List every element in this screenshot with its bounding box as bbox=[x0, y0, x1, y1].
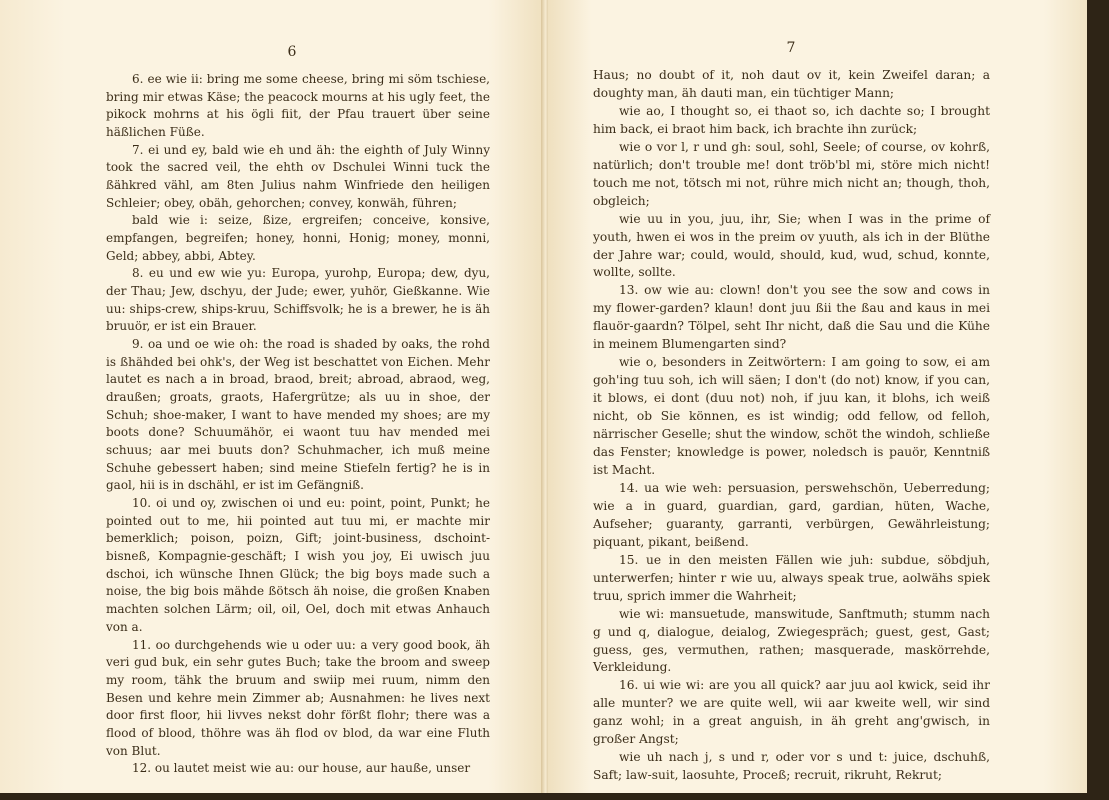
paragraph: 15. ue in den meisten Fällen wie juh: subdue, söbdjuh, unterwerfen; hinter r wie uu, always speak true, aolwähs spiek truu, sprich immer die Wahrheit; bbox=[593, 552, 990, 603]
page-text bbox=[593, 67, 990, 785]
left-page bbox=[0, 0, 543, 793]
paragraph: wie o vor l, r und gh: soul, sohl, Seele; of course, ov kohrß, natürlich; don't trouble me! dont tröb'bl mi, störe mich nicht! touch me not, tötsch mi not, rühre mich nicht an; though, thoh, obgleich; bbox=[593, 139, 990, 208]
paragraph: 9. oa und oe wie oh: the road is shaded by oaks, the rohd is ßhähded bei ohk's, der Weg ist beschattet von Eichen. Mehr lautet es nach a in broad, braod, breit; abroad, abraod, weg, draußen; groats, graots, Hafergrütze; als uu in shoe, der Schuh; shoe-maker, I want to have mended my shoes; are my boots done? Schuumähör, ei waont tuu hav mended mei schuus; aar mei buuts don? Schuhmacher, ich muß meine Schuhe gebessert haben; sind meine Stiefeln fertig? he is in gaol, hii is in dschähl, er ist im Gefängniß. bbox=[106, 337, 490, 493]
page-text bbox=[106, 71, 490, 778]
paragraph: 7. ei und ey, bald wie eh und äh: the eighth of July Winny took the sacred veil, the ehth ov Dschulei Winni tuck the ßähkred vähl, am 8ten Julius nahm Winfriede den heiligen Schleier; obey, obäh, gehorchen; convey, konwäh, führen; bbox=[106, 142, 490, 210]
paragraph: wie o, besonders in Zeitwörtern: I am going to sow, ei am goh'ing tuu soh, ich will säen; I don't (do not) know, if you can, it blows, ei dont (duu not) noh, if juu kan, it blohs, ich weiß nicht, ob Sie können, es ist windig; odd fellow, od felloh, närrischer Geselle; shut the window, schöt the windoh, schließe das Fenster; knowledge is power, noledsch is pauör, Kenntniß ist Macht. bbox=[593, 355, 990, 477]
paragraph: 16. ui wie wi: are you all quick? aar juu aol kwick, seid ihr alle munter? we are quite well, wii aar kweite well, wir sind ganz wohl; in a great anguish, in äh greht ang'gwisch, in großer Angst; bbox=[593, 678, 990, 747]
paragraph: wie uh nach j, s und r, oder vor s und t: juice, dschuhß, Saft; law-suit, laosuhte, Proceß; recruit, rikruht, Rekrut; bbox=[593, 750, 990, 783]
background-edge bbox=[1087, 0, 1109, 800]
paragraph: 8. eu und ew wie yu: Europa, yurohp, Europa; dew, dyu, der Thau; Jew, dschyu, der Jude; ewer, yuhör, Gießkanne. Wie uu: ships-crew, ships-kruu, Schiffsvolk; he is a brewer, he is äh bruuör, er ist ein Brauer. bbox=[106, 266, 490, 334]
paragraph: wie uu in you, juu, ihr, Sie; when I was in the prime of youth, hwen ei wos in the preim ov yuuth, als ich in der Blüthe der Jahre war; could, would, should, kud, wud, schud, konnte, wollte, sollte. bbox=[593, 211, 990, 280]
paragraph: 10. oi und oy, zwischen oi und eu: point, point, Punkt; he pointed out to me, hii pointed aut tuu mi, er machte mir bemerklich; poison, poizn, Gift; joint-business, dschoint-bisneß, Kompagnie-geschäft; I wish you joy, Ei uwisch juu dschoi, ich wünsche Ihnen Glück; the big boys made such a noise, the big bois mähde ßötsch äh noise, die großen Knaben machten solchen Lärm; oil, oil, Oel, doch mit etwas Anhauch von a. bbox=[106, 496, 490, 634]
page-number: 6 bbox=[287, 44, 297, 60]
paragraph: 6. ee wie ii: bring me some cheese, bring mi söm tschiese, bring mir etwas Käse; the peacock mourns at his ugly feet, the pikock mohrns at his ögli fiit, der Pfau trauert über seine häßlichen Füße. bbox=[106, 72, 490, 140]
paragraph: 14. ua wie weh: persuasion, perswehschön, Ueberredung; wie a in guard, guardian, gard, gardian, hüten, Wache, Aufseher; guaranty, garranti, verbürgen, Gewährleistung; piquant, pikant, beißend. bbox=[593, 480, 990, 549]
right-page bbox=[548, 0, 1087, 793]
paragraph: bald wie i: seize, ßize, ergreifen; conceive, konsive, empfangen, begreifen; honey, honni, Honig; money, monni, Geld; abbey, abbi, Abtey. bbox=[106, 213, 490, 263]
paragraph: 11. oo durchgehends wie u oder uu: a very good book, äh veri gud buk, ein sehr gutes Buch; take the broom and sweep my room, tähk the bruum and swiip mei ruum, nimm den Besen und kehre mein Zimmer ab; Ausnahmen: he lives next door first floor, hii livves nekst dohr förßt flohr; there was a flood of blood, thöhre was äh flod ov blod, da war eine Fluth von Blut. bbox=[106, 637, 490, 758]
paragraph: wie ao, I thought so, ei thaot so, ich dachte so; I brought him back, ei braot him back, ich brachte ihn zurück; bbox=[593, 103, 990, 136]
paragraph: Haus; no doubt of it, noh daut ov it, kein Zweifel daran; a doughty man, äh dauti man, ein tüchtiger Mann; bbox=[593, 68, 990, 100]
page-number: 7 bbox=[786, 40, 796, 56]
paragraph: 12. ou lautet meist wie au: our house, aur hauße, unser bbox=[132, 761, 471, 776]
paragraph: wie wi: mansuetude, manswitude, Sanftmuth; stumm nach g und q, dialogue, deialog, Zwiegespräch; guest, gest, Gast; guess, ges, vermuthen, rathen; masquerade, maskörrehde, Verkleidung. bbox=[593, 606, 990, 675]
paragraph: 13. ow wie au: clown! don't you see the sow and cows in my flower-garden? klaun! dont juu ßii the ßau and kaus in mei flauör-gaardn? Tölpel, seht Ihr nicht, daß die Sau und die Kühe in meinem Blumengarten sind? bbox=[593, 283, 990, 352]
background-bottom bbox=[0, 793, 1109, 800]
